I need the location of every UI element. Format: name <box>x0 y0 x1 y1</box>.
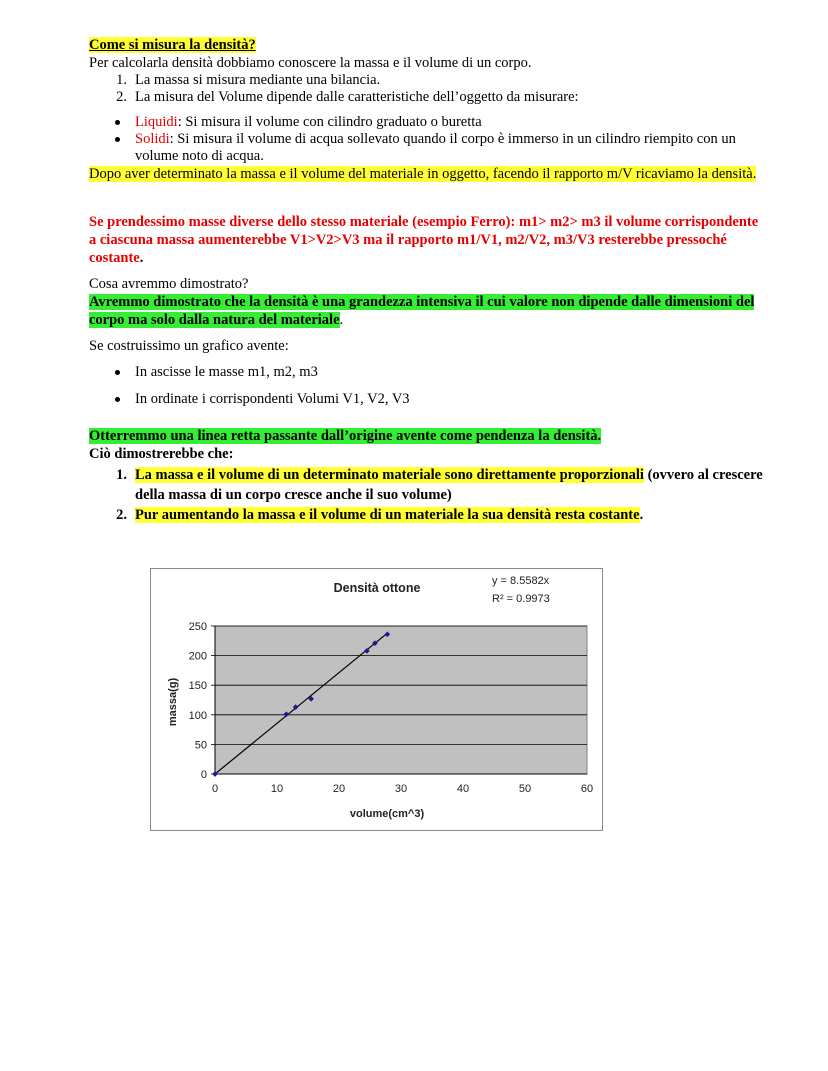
y-tick-label: 250 <box>188 621 207 633</box>
graph-bullets <box>89 364 769 408</box>
document-page: Come si misura la densità? Per calcolarla densità dobbiamo conoscere la massa e il volume di un corpo. 1. La massa si misura mediante una bilancia. 2. La misura del Volume dipende dalle caratteristiche dell’oggetto da misurare: Liquidi: Si misura il volume con cilindro graduato o buretta Solidi: Si misura il volume di acqua sollevato quando il corpo è immerso in un cilindro riempito con un volume noto di acqua. Dopo aver determinato la massa e il volume del materiale in oggetto, facendo il rapporto m/V ricaviamo la densità. Se prendessimo masse diverse dello stesso materiale (esempio Ferro): m1> m2> m3 il volume corrispondente a ciascuna massa aumenterebbe V1>V2>V3 ma il rapporto m1/V1, m2/V2, m3/V3 resterebbe pressoché costante. Cosa avremmo dimostrato? Avremmo dimostrato che la densità è una grandezza intensiva il cui valore non dipende dalle dimensioni del corpo ma solo dalla natura del materiale. Se costruissimo un grafico avente: In ascisse le masse m1, m2, m3 In ordinate i corrispondenti Volumi V1, V2, V3 Otterremmo una linea retta passante dall’origine avente come pendenza la densità. Ciò dimostrerebbe che: 1. La massa e il volume di un determinato materiale sono direttamente proporzionali (ovvero al crescere della massa di un corpo cresce anche il suo volume) 2. Pur aumentando la massa e il volume di un materiale la sua densità resta costante. <box>89 36 769 525</box>
measurement-bullets <box>89 114 769 165</box>
list-item: 2. La misura del Volume dipende dalle caratteristiche dell’oggetto da misurare: <box>116 89 579 105</box>
density-chart <box>150 568 603 831</box>
y-tick-label: 0 <box>200 769 207 781</box>
y-axis-label: massa(g) <box>167 677 179 727</box>
list-item: 2. Pur aumentando la massa e il volume di un materiale la sua densità resta costante. <box>116 507 644 523</box>
y-tick-label: 150 <box>188 680 207 693</box>
x-tick-label: 10 <box>270 783 284 795</box>
page-title: Come si misura la densità? <box>89 37 256 53</box>
y-tick-label: 200 <box>188 650 207 663</box>
x-tick-label: 20 <box>332 783 346 795</box>
intro-text: Per calcolarla densità dobbiamo conoscere la massa e il volume di un corpo. <box>89 55 532 71</box>
list-item: Liquidi: Si misura il volume con cilindro graduato o buretta <box>89 114 769 131</box>
list-item: In ascisse le masse m1, m2, m3 <box>89 364 769 381</box>
r-squared: R² = 0.9973 <box>492 593 550 605</box>
y-tick-label: 100 <box>188 709 207 722</box>
list-item: Solidi: Si misura il volume di acqua sollevato quando il corpo è immerso in un cilindro riempito con un volume noto di acqua. <box>89 131 769 165</box>
chart-title: Densità ottone <box>333 581 421 595</box>
graph-intro-text: Se costruissimo un grafico avente: <box>89 338 289 354</box>
x-tick-label: 30 <box>394 783 408 795</box>
x-tick-label: 50 <box>518 783 532 795</box>
list-item: 1. La massa si misura mediante una bilancia. <box>116 72 381 88</box>
bullet-icon <box>89 131 135 165</box>
proves-text: Ciò dimostrerebbe che: <box>89 446 234 462</box>
x-axis-label: volume(cm^3) <box>349 808 425 820</box>
x-tick-label: 60 <box>580 783 594 795</box>
x-tick-label: 0 <box>211 783 219 795</box>
bullet-icon <box>89 391 135 408</box>
result-text: Otterremmo una linea retta passante dall’origine avente come pendenza la densità. <box>89 428 602 444</box>
liquidi-label: Liquidi <box>135 114 178 130</box>
proofs-list <box>89 465 769 525</box>
answer-text: Avremmo dimostrato che la densità è una grandezza intensiva il cui valore non dipende dalle dimensioni del corpo ma solo dalla natura del materiale <box>89 294 755 328</box>
chart-svg <box>151 569 604 832</box>
list-item: In ordinate i corrispondenti Volumi V1, V2, V3 <box>89 391 769 408</box>
solidi-label: Solidi <box>135 131 170 147</box>
steps-list <box>89 72 769 106</box>
bullet-icon <box>89 114 135 131</box>
bullet-icon <box>89 364 135 381</box>
question-text: Cosa avremmo dimostrato? <box>89 276 249 292</box>
list-item: 1. La massa e il volume di un determinato materiale sono direttamente proporzionali (ovvero al crescere della massa di un corpo cresce anche il suo volume) <box>116 467 763 503</box>
iron-example-text: Se prendessimo masse diverse dello stesso materiale (esempio Ferro): m1> m2> m3 il volume corrispondente a ciascuna massa aumenterebbe V1>V2>V3 ma il rapporto m1/V1, m2/V2, m3/V3 resterebbe pressoché costante <box>89 214 759 266</box>
y-tick-label: 50 <box>194 739 207 752</box>
trend-equation: y = 8.5582x <box>492 575 550 587</box>
plot-area <box>189 621 593 795</box>
conclusion-text: Dopo aver determinato la massa e il volume del materiale in oggetto, facendo il rapporto m/V ricaviamo la densità. <box>89 166 757 182</box>
x-tick-label: 40 <box>456 783 470 795</box>
plot-background <box>215 626 587 774</box>
